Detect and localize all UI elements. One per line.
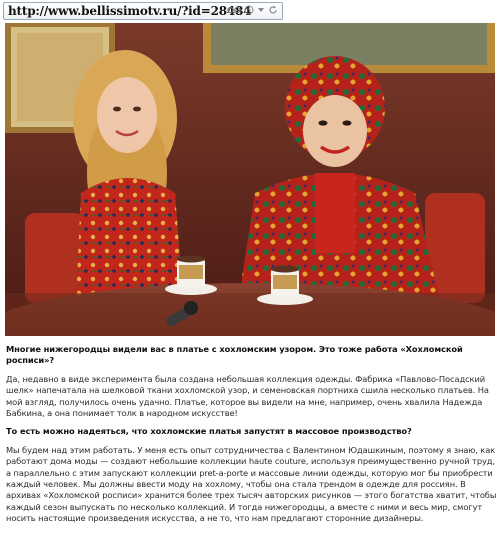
dropdown-arrow-icon[interactable] — [257, 5, 265, 15]
address-bar[interactable] — [3, 2, 283, 20]
two-women-at-table-photo — [5, 23, 495, 336]
reader-glasses-icon[interactable] — [227, 5, 241, 15]
refresh-icon[interactable] — [268, 5, 278, 15]
interview-answer-1: Да, недавно в виде эксперимента была создана небольшая коллекция одежды. Фабрика «Павлово-Посадский шелк» напечатала на шелковой ткани хохломской узор, и семеновская портниха сшила несколько платьев. На мой взгляд, получилось очень удачно. Платье, которое вы видели на мне, например, очень хвалила Надежда Бабкина, а она понимает толк в народном искусстве! — [6, 373, 489, 419]
interview-question-2: То есть можно надеяться, что хохломские платья запустят в массовое производство? — [6, 426, 412, 437]
article-photo — [5, 23, 495, 336]
interview-answer-2: Мы будем над этим работать. У меня есть опыт сотрудничества с Валентином Юдашкиным, поэтому я знаю, как работают дома моды — создают небольшие коллекции haute couture, используя преимущественно ручной труд, а параллельно с этим запускают коллекции pret-a-porte и массовые линии одежды, которую мог бы приобрести каждый человек. Мы должны ввести моду на хохлому, чтобы она стала трендом в одежде для россиян. В архивах «Хохломской росписи» хранится более трех тысяч авторских рисунков — этого богатства хватит, чтобы каждый сезон выпускать по несколько коллекций. И тогда нижегородцы, а вместе с ними и весь мир, смогут носить настоящие произведения искусства, а не то, что нам предлагают сторонние дизайнеры. — [6, 444, 497, 524]
address-bar-icons — [227, 5, 278, 15]
article-body — [6, 344, 498, 532]
clock-icon[interactable] — [244, 5, 254, 15]
interview-question-1: Многие нижегородцы видели вас в платье с хохломским узором. Это тоже работа «Хохломской росписи»? — [6, 344, 463, 366]
url-text[interactable]: http://www.bellissimotv.ru/?id=28484 — [8, 4, 252, 18]
